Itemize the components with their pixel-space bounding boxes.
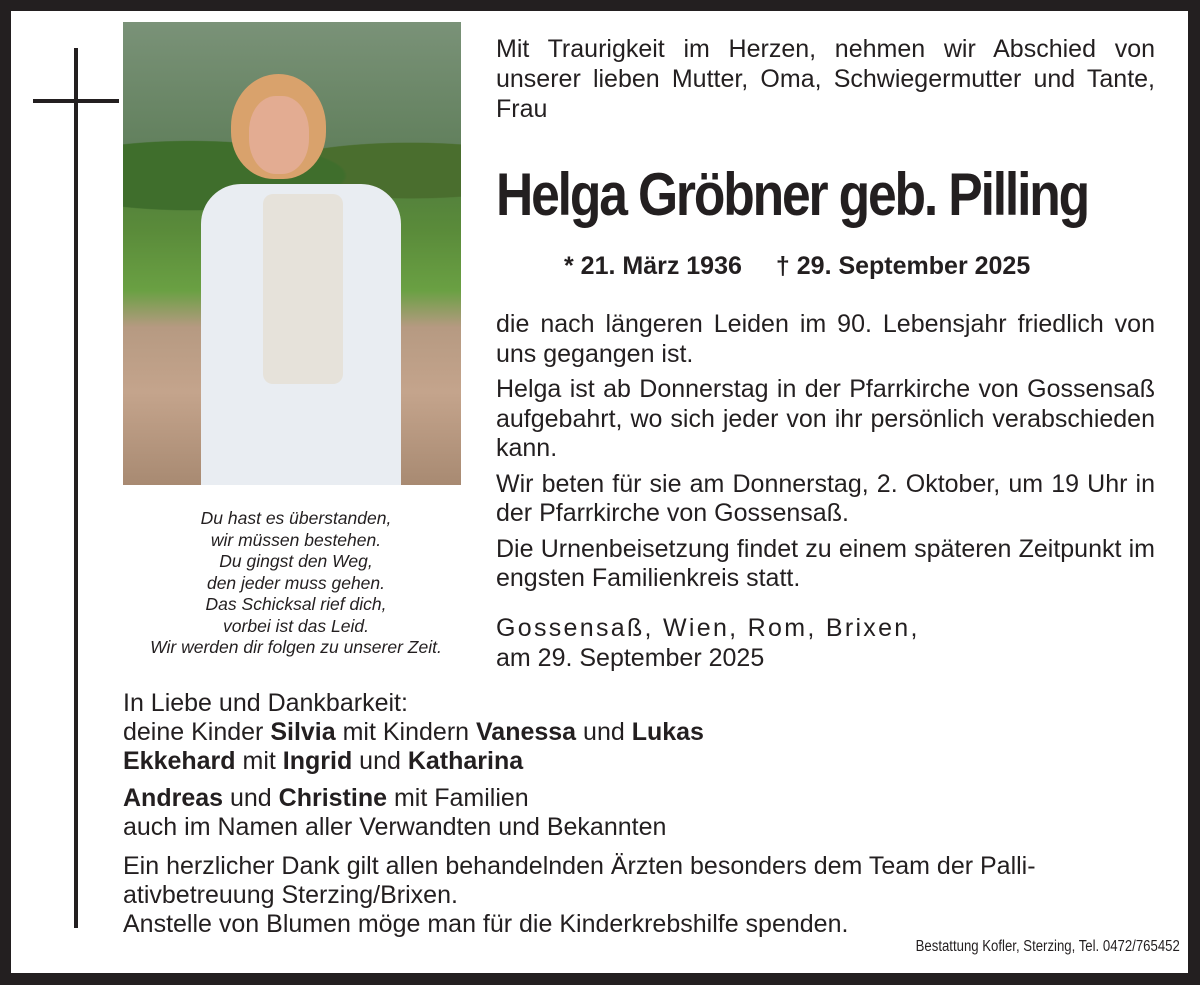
poem-line: vorbei ist das Leid. <box>223 615 369 636</box>
place-and-date <box>496 614 920 673</box>
text: mit Kindern <box>335 718 476 746</box>
poem-line: Du hast es überstanden, <box>200 508 392 528</box>
poem-line: den jeder muss gehen. <box>206 572 386 593</box>
notice-paragraph: Helga ist ab Donnerstag in der Pfarrkirche von Gossensaß aufgebahrt, wo sich jeder von ihr persönlich verabschieden kann. <box>496 375 1155 462</box>
cross-icon-vertical <box>74 48 78 928</box>
photo-face <box>249 96 309 174</box>
family-name: Andreas <box>123 784 224 812</box>
intro-text: Mit Traurigkeit im Herzen, nehmen wir Abschied von unserer lieben Mutter, Oma, Schwiegermutter und Tante, Frau <box>496 35 1155 123</box>
family-name: Vanessa <box>476 718 577 746</box>
text: mit Familien <box>387 784 529 812</box>
text: und <box>223 784 279 812</box>
notice-paragraph: Die Urnenbeisetzung findet zu einem späteren Zeitpunkt im engsten Familienkreis statt. <box>496 534 1155 592</box>
text: mit <box>235 747 283 775</box>
thanks-line: Ein herzlicher Dank gilt allen behandelnden Ärzten besonders dem Team der Palli- <box>123 852 1036 880</box>
family-name: Christine <box>278 784 388 812</box>
poem <box>123 508 469 659</box>
notice-paragraph: Wir beten für sie am Donnerstag, 2. Oktober, um 19 Uhr in der Pfarrkirche von Gossensaß. <box>496 469 1155 527</box>
portrait-photo <box>123 22 461 485</box>
places: Gossensaß, Wien, Rom, Brixen, <box>496 614 920 642</box>
text: und <box>352 747 408 775</box>
notice-paragraph: die nach längeren Leiden im 90. Lebensjahr friedlich von uns gegangen ist. <box>496 310 1155 368</box>
notice-body <box>496 310 1155 600</box>
donation-line: Anstelle von Blumen möge man für die Kinderkrebshilfe spenden. <box>123 910 849 938</box>
text: deine Kinder <box>123 718 271 746</box>
life-dates <box>564 252 1030 281</box>
family-line-2 <box>123 747 1163 776</box>
poem-line: Wir werden dir folgen zu unserer Zeit. <box>150 637 442 657</box>
poem-line: wir müssen bestehen. <box>210 529 382 550</box>
family-line-4: auch im Namen aller Verwandten und Bekannten <box>123 813 667 841</box>
family-name: Ingrid <box>282 747 353 775</box>
cross-icon-horizontal <box>33 99 119 103</box>
family-heading: In Liebe und Dankbarkeit: <box>123 689 408 717</box>
poem-line: Du gingst den Weg, <box>219 551 373 571</box>
family-line-3 <box>123 784 1163 813</box>
birth-date: * 21. März 1936 <box>564 252 742 280</box>
family-name: Silvia <box>270 718 336 746</box>
funeral-home-credit: Bestattung Kofler, Sterzing, Tel. 0472/765452 <box>915 938 1180 955</box>
thanks-block <box>123 852 1163 939</box>
notice-date: am 29. September 2025 <box>496 643 765 672</box>
photo-person <box>201 74 401 485</box>
photo-blouse <box>263 194 343 384</box>
family-name: Ekkehard <box>123 747 236 775</box>
death-date: † 29. September 2025 <box>775 252 1031 280</box>
family-signatures <box>123 689 1163 842</box>
text: und <box>576 718 632 746</box>
deceased-name: Helga Gröbner geb. Pilling <box>496 161 1089 228</box>
intro-block <box>496 34 1155 124</box>
family-name: Lukas <box>631 718 704 746</box>
family-line-1 <box>123 718 1163 747</box>
family-name: Katharina <box>407 747 524 775</box>
thanks-line: ativbetreuung Sterzing/Brixen. <box>123 881 458 909</box>
poem-line: Das Schicksal rief dich, <box>205 594 387 614</box>
